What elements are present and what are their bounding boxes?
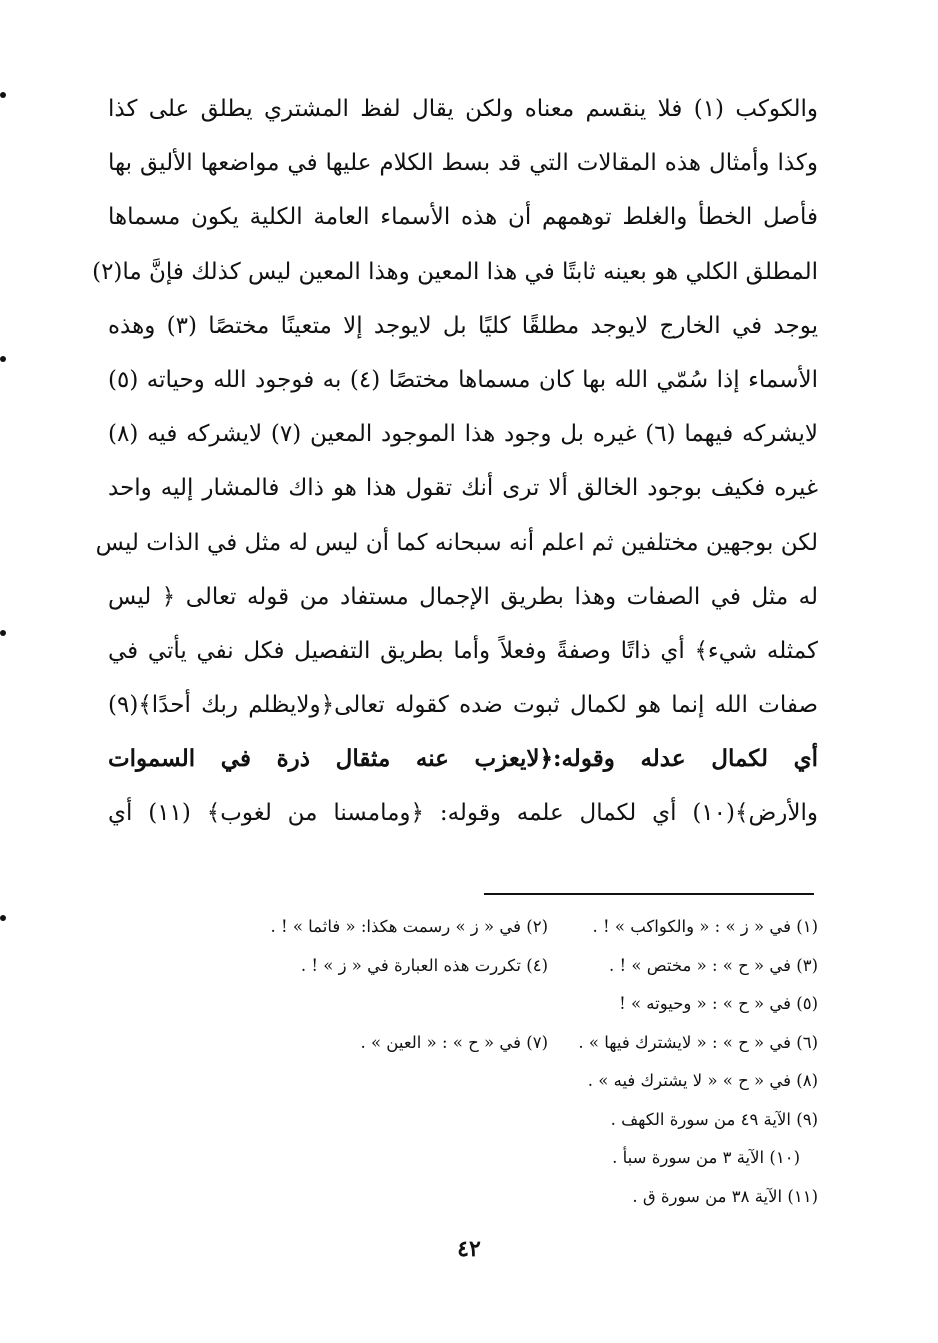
margin-mark [0,915,6,921]
footnotes [108,908,818,1216]
text-line: له مثل في الصفات وهذا بطريق الإجمال مستفاد من قوله تعالى ﴿ ليس [108,583,818,610]
text-line: يوجد في الخارج لايوجد مطلقًا كليًا بل لايوجد إلا متعينًا مختصًا (٣) وهذه [108,312,818,339]
page-number: ٤٢ [457,1236,481,1262]
text-line: لايشركه فيهما (٦) غيره بل وجود هذا الموجود المعين (٧) لايشركه فيه (٨) [108,421,818,448]
footnote: (٧) في « ح » : « العين » . [360,1032,548,1052]
footnote: (٨) في « ح » « لا يشترك فيه » . [587,1071,818,1090]
footnote-separator [484,893,814,895]
footnote: (١١) الآية ٣٨ من سورة ق . [632,1186,818,1206]
footnote: (٤) تكررت هذه العبارة في « ز » ! . [300,955,548,975]
text-line: والأرض﴾(١٠) أي لكمال علمه وقوله: ﴿ومامسنا من لغوب﴾ (١١) أي [108,800,818,827]
text-line: غيره فكيف بوجود الخالق ألا ترى أنك تقول هذا هو ذاك فالمشار إليه واحد [108,475,818,502]
text-line: كمثله شيء﴾ أي ذاتًا وصفةً وفعلاً وأما بطريق التفصيل فكل نفي يأتي في [108,637,818,664]
text-line: أي لكمال عدله وقوله:﴿لايعزب عنه مثقال ذرة في السموات [108,745,818,773]
text-line: والكوكب (١) فلا ينقسم معناه ولكن يقال لفظ المشتري يطلق على كذا [108,96,818,122]
text-line: صفات الله إنما هو لكمال ثبوت ضده كقوله تعالى﴿ولايظلم ربك أحدًا﴾(٩) [108,692,818,719]
footnote: (٥) في « ح » : « وحيوته » ! [619,994,818,1013]
footnote: (١) في « ز » : « والكواكب » ! . [592,917,818,936]
margin-mark [0,630,6,636]
text-line: لكن بوجهين مختلفين ثم اعلم أنه سبحانه كما أن ليس له مثل في الذات ليس [95,529,818,556]
text-line: الأسماء إذا سُمّي الله بها كان مسماها مختصًا (٤) به فوجود الله وحياته (٥) [108,366,818,393]
text-line: فأصل الخطأ والغلط توهمهم أن هذه الأسماء العامة الكلية يكون مسماها [108,204,818,231]
footnote: (٩) الآية ٤٩ من سورة الكهف . [610,1109,818,1129]
footnote: (٣) في « ح » : « مختص » ! . [609,955,818,975]
margin-mark [0,356,6,362]
text-line: المطلق الكلي هو بعينه ثابتًا في هذا المعين وهذا المعين ليس كذلك فإنَّ ما(٢) [92,258,818,285]
text-line: وكذا وأمثال هذه المقالات التي قد بسط الكلام عليها في مواضعها الأليق بها [108,150,818,177]
margin-mark [0,92,6,98]
footnote: (٢) في « ز » رسمت هكذا: « فاثما » ! . [270,917,548,936]
footnote: (١٠) الآية ٣ من سورة سبأ . [612,1148,800,1167]
footnote: (٦) في « ح » : « لايشترك فيها » . [578,1032,818,1052]
main-text [92,82,818,841]
